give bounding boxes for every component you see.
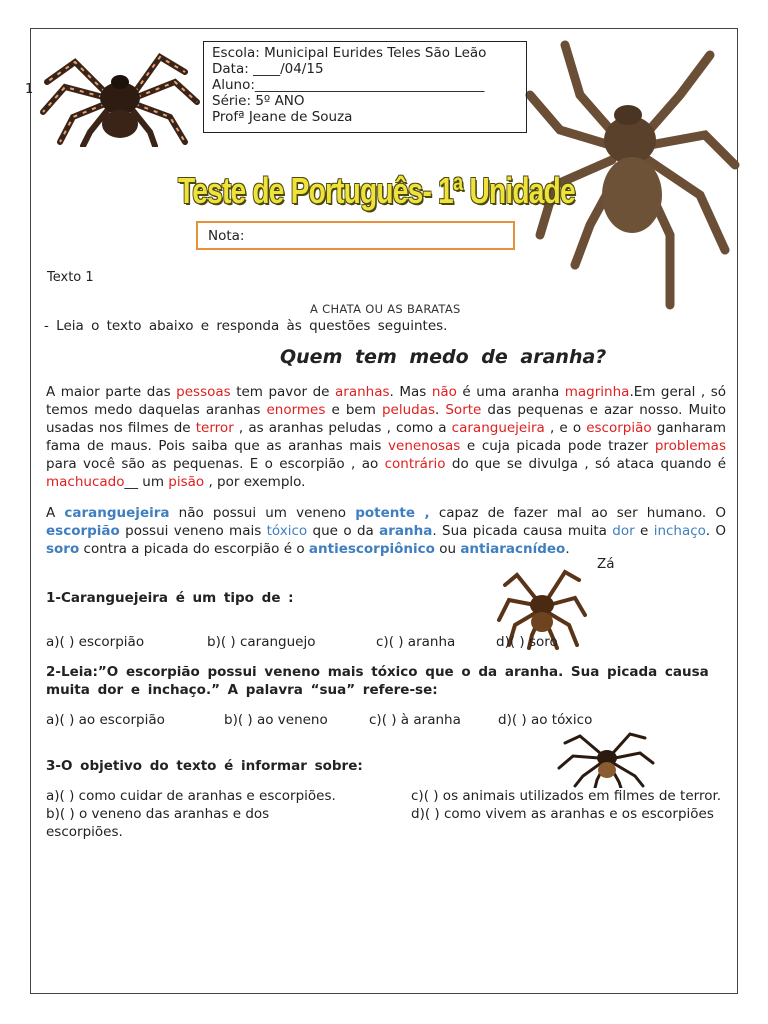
instruction: - Leia o texto abaixo e responda às questões seguintes. xyxy=(44,318,448,334)
p1-text: A maior parte das xyxy=(46,384,177,400)
p2-keyword: antiescorpiônico xyxy=(308,541,435,557)
question-3: 3-O objetivo do texto é informar sobre: xyxy=(46,758,363,774)
p1-text: __ um xyxy=(124,474,169,490)
p1-keyword: não xyxy=(431,384,457,400)
text-label: Texto 1 xyxy=(47,270,94,285)
grade-box: Nota: xyxy=(196,221,515,250)
p1-keyword: problemas xyxy=(654,438,726,454)
p1-keyword: contrário xyxy=(384,456,446,472)
text-subtitle: A CHATA OU AS BARATAS xyxy=(310,302,461,316)
p2-text: A xyxy=(46,505,65,521)
q1-option-c[interactable]: c)( ) aranha xyxy=(376,634,456,650)
p1-text: , por exemplo. xyxy=(204,474,306,490)
tarantula-image xyxy=(35,42,205,147)
p2-keyword: antiaracnídeo xyxy=(460,541,566,557)
q2-option-c[interactable]: c)( ) à aranha xyxy=(369,712,461,728)
p2-keyword: inchaço xyxy=(653,523,706,539)
p1-keyword: terror xyxy=(195,420,234,436)
p1-text: ganharam fama de maus. Pois saiba que as aranhas mais xyxy=(46,420,726,454)
paragraph-1 xyxy=(46,383,726,491)
q2-option-a[interactable]: a)( ) ao escorpião xyxy=(46,712,165,728)
p1-keyword: enormes xyxy=(266,402,326,418)
text-heading: Quem tem medo de aranha? xyxy=(280,346,607,368)
p2-keyword: escorpião xyxy=(46,523,120,539)
page-number: 1 xyxy=(25,82,34,97)
p1-keyword: Sorte xyxy=(445,402,482,418)
school-name: Escola: Municipal Eurides Teles São Leão xyxy=(212,45,487,61)
p2-keyword: tóxico xyxy=(266,523,308,539)
p1-text: , e o xyxy=(544,420,587,436)
teacher-field: Profª Jeane de Souza xyxy=(212,109,353,125)
p2-text: capaz de fazer mal ao ser humano. O xyxy=(429,505,726,521)
p2-text: não possui um veneno xyxy=(169,505,356,521)
p1-keyword: peludas xyxy=(381,402,435,418)
paragraph-2 xyxy=(46,504,726,558)
p2-keyword: soro xyxy=(46,541,80,557)
q1-option-b[interactable]: b)( ) caranguejo xyxy=(207,634,316,650)
q2-option-d[interactable]: d)( ) ao tóxico xyxy=(498,712,593,728)
p2-keyword: potente , xyxy=(355,505,430,521)
q2-option-b[interactable]: b)( ) ao veneno xyxy=(224,712,328,728)
question-1: 1-Caranguejeira é um tipo de : xyxy=(46,590,294,606)
p2-text: contra a picada do escorpião é o xyxy=(79,541,309,557)
q1-option-d[interactable]: d)( ) soro xyxy=(496,634,558,650)
p2-text: . O xyxy=(705,523,726,539)
p1-text: , as aranhas peludas , como a xyxy=(233,420,452,436)
p2-keyword: caranguejeira xyxy=(64,505,170,521)
p1-text: e bem xyxy=(325,402,382,418)
p2-text: possui veneno mais xyxy=(119,523,267,539)
p2-keyword: aranha xyxy=(379,523,433,539)
p1-text: para você são as pequenas. E o escorpião , ao xyxy=(46,456,385,472)
q3-options-right xyxy=(411,787,723,823)
p1-text: tem pavor de xyxy=(230,384,336,400)
q3-options-left xyxy=(46,787,336,841)
p1-keyword: escorpião xyxy=(586,420,652,436)
p1-keyword: magrinha xyxy=(564,384,630,400)
p1-keyword: pessoas xyxy=(176,384,231,400)
p2-text: . xyxy=(565,541,570,557)
p1-keyword: aranhas xyxy=(335,384,390,400)
school-info-box xyxy=(203,41,527,133)
q3-option-b[interactable]: b)( ) o veneno das aranhas e dos escorpiões. xyxy=(46,806,270,840)
p2-text: e xyxy=(634,523,654,539)
p1-text: das pequenas e azar nosso. Muito usadas nos filmes de xyxy=(46,402,726,436)
p1-keyword: venenosas xyxy=(388,438,461,454)
p1-text: .Em geral , só temos medo daquelas aranhas xyxy=(46,384,726,418)
test-title: Teste de Português- 1ª Unidade xyxy=(178,170,575,211)
date-field: Data: ____/04/15 xyxy=(212,61,324,77)
p2-text: . Sua picada causa muita xyxy=(432,523,613,539)
p2-text: que o da xyxy=(307,523,380,539)
p1-text: . xyxy=(435,402,446,418)
question-2: 2-Leia:”O escorpião possui veneno mais tóxico que o da aranha. Sua picada causa muita dor e inchaço.” A palavra “sua” refere-se: xyxy=(46,664,709,698)
q1-option-a[interactable]: a)( ) escorpião xyxy=(46,634,145,650)
q3-option-d[interactable]: d)( ) como vivem as aranhas e os escorpiões xyxy=(411,806,714,822)
p1-text: é uma aranha xyxy=(456,384,565,400)
q3-option-c[interactable]: c)( ) os animais utilizados em filmes de terror. xyxy=(411,788,722,804)
student-field: Aluno:__________________________________ xyxy=(212,77,485,93)
author: Zá xyxy=(597,556,615,572)
grade-field: Série: 5º ANO xyxy=(212,93,305,109)
p1-keyword: pisão xyxy=(168,474,205,490)
q3-option-a[interactable]: a)( ) como cuidar de aranhas e escorpiões. xyxy=(46,788,336,804)
p2-text: ou xyxy=(434,541,461,557)
p1-text: e cuja picada pode trazer xyxy=(460,438,655,454)
p2-keyword: dor xyxy=(612,523,635,539)
p1-text: . Mas xyxy=(389,384,432,400)
p1-keyword: machucado xyxy=(46,474,125,490)
p1-keyword: caranguejeira xyxy=(451,420,545,436)
p1-text: do que se divulga , só ataca quando é xyxy=(445,456,726,472)
